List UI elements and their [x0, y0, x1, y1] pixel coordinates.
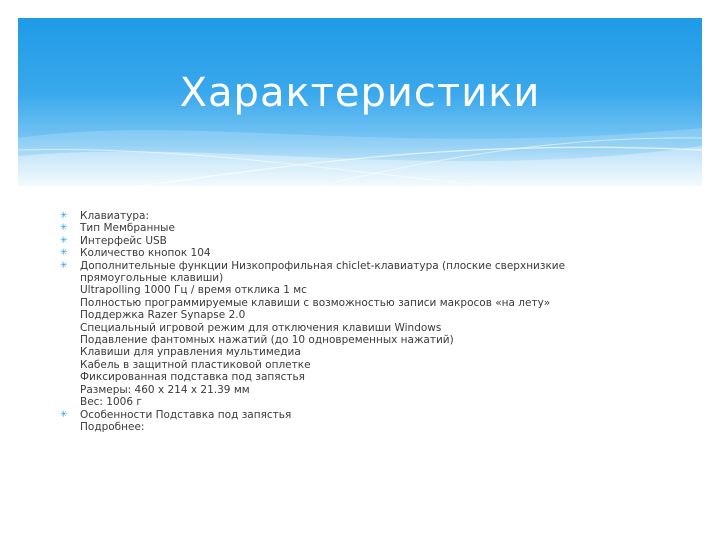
star-asterisk-icon: ✳ [60, 223, 68, 234]
star-asterisk-icon: ✳ [60, 409, 68, 420]
list-item-text: Размеры: 460 x 214 x 21.39 мм [80, 383, 250, 396]
list-item-text: Особенности Подставка под запястья [80, 408, 292, 421]
list-item-text: Клавиатура: [80, 210, 150, 222]
list-item-text: Ultrapolling 1000 Гц / время отклика 1 мс [80, 284, 307, 297]
list-item-text: Интерфейс USB [80, 234, 167, 247]
slide-title: Характеристики [179, 70, 541, 116]
star-asterisk-icon: ✳ [60, 235, 68, 246]
list-item-text: Поддержка Razer Synapse 2.0 [80, 309, 246, 322]
list-item-text: Подавление фантомных нажатий (до 10 одновременных нажатий) [80, 334, 454, 347]
list-item-text: Полностью программируемые клавиши с возможностью записи макросов «на лету» [80, 296, 551, 309]
list-item-text: Клавиши для управления мультимедиа [80, 346, 301, 359]
spec-list [60, 210, 680, 433]
star-asterisk-icon: ✳ [60, 260, 68, 271]
list-item [60, 259, 680, 409]
star-asterisk-icon: ✳ [60, 211, 68, 221]
title-banner [18, 18, 702, 186]
list-item-text: Фиксированная подставка под запястья [80, 371, 305, 384]
list-item-text: Дополнительные функции Низкопрофильная chiclet-клавиатура (плоские сверхнизкие [80, 259, 566, 272]
list-item-text: Вес: 1006 г [80, 396, 142, 409]
list-item [60, 222, 680, 235]
list-item-text: Тип Мембранные [80, 222, 175, 235]
list-item-text: Количество кнопок 104 [80, 247, 211, 260]
list-item-text: Подробнее: [80, 420, 145, 433]
list-item [60, 247, 680, 260]
list-item [60, 408, 680, 434]
list-item-text: прямоугольные клавиши) [80, 272, 224, 285]
star-asterisk-icon: ✳ [60, 248, 68, 259]
list-item [60, 210, 680, 222]
list-item-text: Специальный игровой режим для отключения клавиши Windows [80, 321, 442, 334]
list-item [60, 234, 680, 247]
list-item-text: Кабель в защитной пластиковой оплетке [80, 358, 311, 371]
